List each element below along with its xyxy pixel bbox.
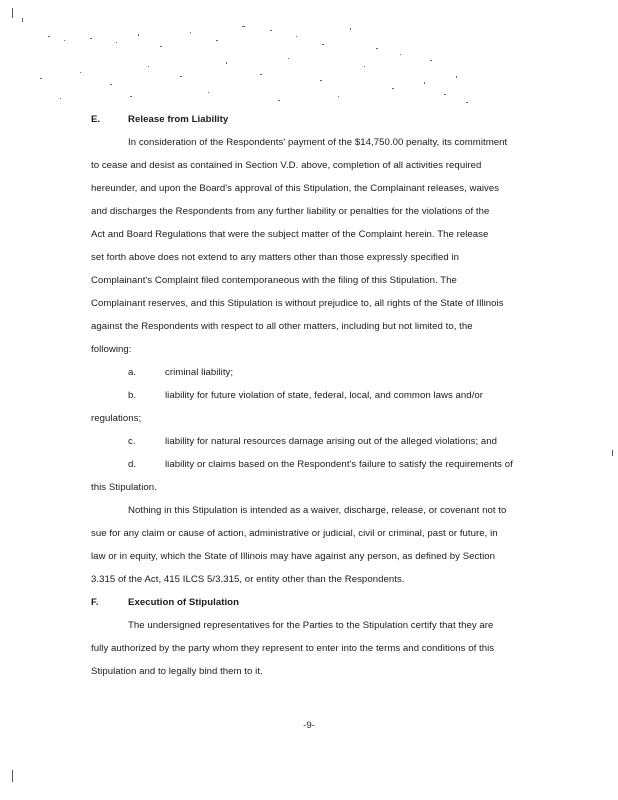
execution-paragraph <box>91 614 519 683</box>
paragraph-line: Complainant reserves, and this Stipulation is without prejudice to, all rights of the State of Illinois <box>91 298 504 309</box>
scan-speck <box>12 8 13 18</box>
paragraph-line: Nothing in this Stipulation is intended as a waiver, discharge, release, or covenant not to <box>128 505 507 516</box>
list-marker: c. <box>128 436 136 447</box>
waiver-paragraph <box>91 499 519 591</box>
paragraph-line: following: <box>91 344 132 355</box>
paragraph-line: 3.315 of the Act, 415 ILCS 5/3.315, or entity other than the Respondents. <box>91 574 405 585</box>
paragraph-line: and discharges the Respondents from any further liability or penalties for the violations of the <box>91 206 490 217</box>
scan-speck <box>612 450 613 456</box>
list-item-d <box>91 453 519 476</box>
list-item-continuation: regulations; <box>91 413 142 424</box>
paragraph-line: Stipulation and to legally bind them to it. <box>91 666 263 677</box>
paragraph-line: Complainant's Complaint filed contemporaneous with the filing of this Stipulation. The <box>91 275 457 286</box>
page-number: -9- <box>303 720 315 731</box>
list-item-text: criminal liability; <box>165 367 234 378</box>
paragraph-line: law or in equity, which the State of Illinois may have against any person, as defined by Section <box>91 551 496 562</box>
section-f-heading <box>91 591 519 614</box>
scan-noise <box>20 18 480 108</box>
paragraph-line: fully authorized by the party whom they represent to enter into the terms and conditions of this <box>91 643 495 654</box>
list-item-text: liability or claims based on the Respondent's failure to satisfy the requirements of <box>165 459 513 470</box>
paragraph-line: set forth above does not extend to any matters other than those expressly specified in <box>91 252 460 263</box>
paragraph-line: against the Respondents with respect to all other matters, including but not limited to, the <box>91 321 473 332</box>
list-item-text: liability for natural resources damage arising out of the alleged violations; and <box>165 436 498 447</box>
section-number: E. <box>91 114 101 125</box>
list-marker: d. <box>128 459 137 470</box>
section-e-heading <box>91 108 519 131</box>
paragraph-line: sue for any claim or cause of action, administrative or judicial, civil or criminal, past or future, in <box>91 528 498 539</box>
list-item-b <box>91 384 519 407</box>
paragraph-line: to cease and desist as contained in Section V.D. above, completion of all activities required <box>91 160 482 171</box>
release-paragraph <box>91 131 519 361</box>
document-body <box>91 108 519 683</box>
list-marker: b. <box>128 390 137 401</box>
list-item-c <box>91 430 519 453</box>
section-title: Execution of Stipulation <box>128 597 239 608</box>
paragraph-line: hereunder, and upon the Board's approval of this Stipulation, the Complainant releases, waives <box>91 183 500 194</box>
section-number: F. <box>91 597 99 608</box>
paragraph-line: The undersigned representatives for the Parties to the Stipulation certify that they are <box>128 620 494 631</box>
paragraph-line: In consideration of the Respondents' payment of the $14,750.00 penalty, its commitment <box>128 137 508 148</box>
paragraph-line: Act and Board Regulations that were the subject matter of the Complaint herein. The release <box>91 229 489 240</box>
list-item-a <box>91 361 519 384</box>
scan-speck <box>12 770 13 782</box>
list-item-text: liability for future violation of state, federal, local, and common laws and/or <box>165 390 484 401</box>
list-marker: a. <box>128 367 137 378</box>
section-title: Release from Liability <box>128 114 229 125</box>
list-item-continuation: this Stipulation. <box>91 482 157 493</box>
